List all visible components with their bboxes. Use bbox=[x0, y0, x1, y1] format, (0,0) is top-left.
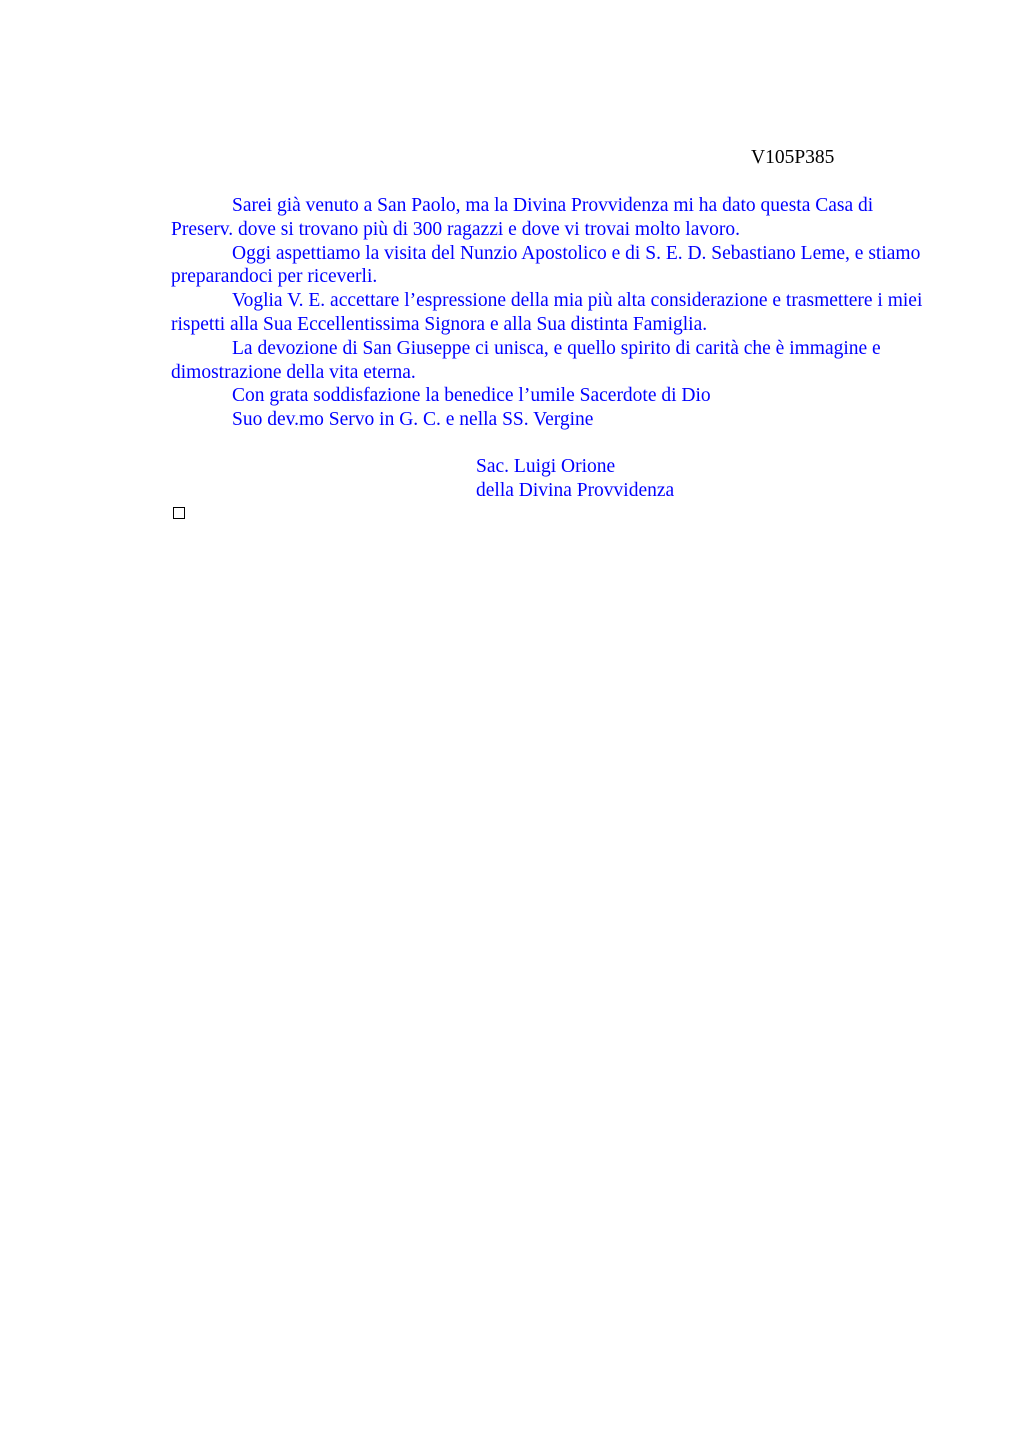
signature-title: della Divina Provvidenza bbox=[476, 479, 675, 501]
empty-square-icon bbox=[173, 507, 185, 519]
paragraph-2: Oggi aspettiamo la visita del Nunzio Apostolico e di S. E. D. Sebastiano Leme, e stiamo preparandoci per riceverli. bbox=[171, 242, 921, 288]
paragraph-1: Sarei già venuto a San Paolo, ma la Divina Provvidenza mi ha dato questa Casa di Preserv. dove si trovano più di 300 ragazzi e dove vi trovai molto lavoro. bbox=[171, 195, 874, 240]
paragraph-3: Voglia V. E. accettare l’espressione della mia più alta considerazione e trasmettere i miei rispetti alla Sua Eccellentissima Signora e alla Sua distinta Famiglia. bbox=[171, 290, 923, 335]
letter-body bbox=[171, 194, 931, 432]
paragraph-4: La devozione di San Giuseppe ci unisca, e quello spirito di carità che è immagine e dimostrazione della vita eterna. bbox=[171, 337, 881, 383]
valediction-line: Suo dev.mo Servo in G. C. e nella SS. Vergine bbox=[232, 409, 594, 431]
signature-block bbox=[476, 455, 674, 503]
signature-name: Sac. Luigi Orione bbox=[476, 456, 616, 477]
page-reference-code: V105P385 bbox=[751, 147, 835, 168]
closing-line: Con grata soddisfazione la benedice l’umile Sacerdote di Dio bbox=[232, 385, 711, 407]
